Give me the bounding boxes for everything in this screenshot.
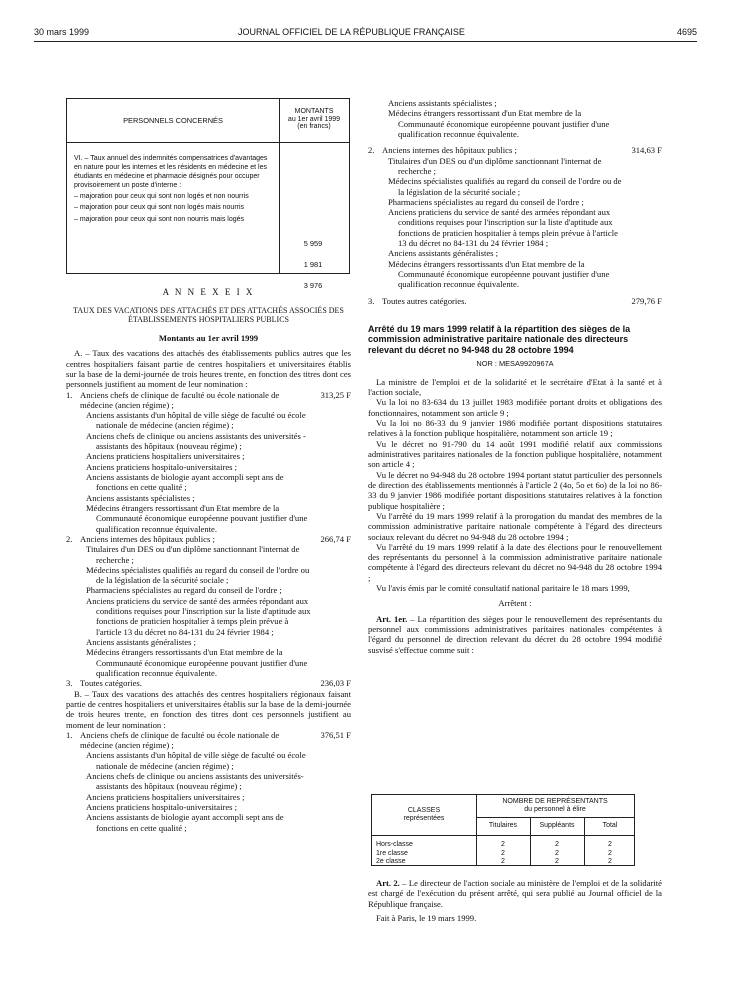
col-header-line: du personnel à élire <box>524 805 586 813</box>
sub-item: Anciens praticiens hospitalo-universitaires ; <box>86 461 238 472</box>
header-page-number: 4695 <box>676 27 697 37</box>
representatives-table <box>371 794 635 866</box>
nor-reference: NOR : MESA9920967A <box>476 358 554 368</box>
sub-item: Anciens assistants d'un hôpital de ville siège de faculté ou école nationale de médecine (ancien régime) ; <box>86 750 306 771</box>
article-2-block <box>368 878 662 923</box>
table-row: – majoration pour ceux qui sont non logés mais nourris <box>74 204 245 212</box>
sub-item: Anciens praticiens du service de santé des armées répondant aux conditions requises pour l'inscription sur la liste d'aptitude aux fonctions de praticien hospitalier à temps plein prévue à l'article 13 du décret no 84-131 du 24 février 1984 ; <box>388 207 618 249</box>
article-1 <box>368 614 662 655</box>
cell-total: 2 <box>608 841 612 848</box>
item-number: 3. <box>66 678 73 689</box>
annexe-montants: Montants au 1er avril 1999 <box>158 332 259 343</box>
col-header-line: NOMBRE DE REPRÉSENTANTS <box>502 798 608 805</box>
item-amount: 279,76 F <box>631 295 662 306</box>
annexe-title: A N N E X E I X <box>162 287 255 297</box>
table-value: 1 981 <box>303 260 323 269</box>
cell-total: 2 <box>608 850 612 857</box>
item-number: 1. <box>66 729 73 740</box>
sub-item: Anciens praticiens hospitaliers universitaires ; <box>86 791 245 802</box>
sub-item: Anciens praticiens hospitaliers universitaires ; <box>86 451 245 462</box>
indemnities-table <box>66 98 350 290</box>
table-row: – majoration pour ceux qui sont non nourris mais logés <box>74 215 245 223</box>
table-divider <box>476 817 634 818</box>
list-item <box>66 678 351 688</box>
table-divider <box>372 835 634 836</box>
arrete-body <box>368 377 662 655</box>
left-column <box>66 287 351 833</box>
col-header-suppleants: Suppléants <box>539 822 575 829</box>
cell-titulaires: 2 <box>501 858 505 865</box>
col-header-line: CLASSES <box>407 807 441 814</box>
sub-item: Médecins étrangers ressortissants d'un Etat membre de la Communauté économique européenne pouvant justifier d'une qualification reconnue équivalente. <box>86 647 308 678</box>
section-a-intro: A. – Taux des vacations des attachés des établissements publics autres que les centres hospitaliers faisant partie de centres hospitaliers et universitaires établis sur la base de la demi-journée de trois heures trente, en fonction des titres dont ces personnels justifient au moment de leur nomination : <box>66 348 351 390</box>
cell-suppleants: 2 <box>555 841 559 848</box>
col-header-line: (en francs) <box>297 123 331 131</box>
right-column <box>368 98 662 655</box>
section-b-intro: B. – Taux des vacations des attachés des centres hospitaliers régionaux faisant partie de centres hospitaliers et universitaires établis sur la base de la demi-journée de trois heures trente, en fonction des titres dont ces personnels justifient au moment de leur nomination : <box>66 688 351 730</box>
cell-suppleants: 2 <box>555 850 559 857</box>
row-classe: 1re classe <box>376 850 408 857</box>
paragraph: Vu la loi no 83-634 du 13 juillet 1983 modifiée portant droits et obligations des fonctionnaires, notamment son article 9 ; <box>368 397 662 418</box>
header-date: 30 mars 1999 <box>34 27 90 37</box>
col-header-personnels: PERSONNELS CONCERNÉS <box>123 116 223 125</box>
col-header-titulaires: Titulaires <box>488 822 518 829</box>
article-2 <box>368 878 662 909</box>
col-header-classes <box>372 807 476 822</box>
sub-item: Anciens assistants d'un hôpital de ville siège de faculté ou école nationale de médecine (ancien régime) ; <box>86 410 306 431</box>
col-header-group <box>476 798 634 813</box>
sub-item: Anciens assistants généralistes ; <box>388 248 499 259</box>
item-text: Anciens internes des hôpitaux publics ; <box>382 145 517 156</box>
table-row: VI. – Taux annuel des indemnités compensatrices d'avantages en nature pour les internes et les résidents en médecine et les étudiants en médecine et pharmacie désignés pour occuper provisoirement un poste d'interne : <box>74 155 268 190</box>
fait-a-paris: Fait à Paris, le 19 mars 1999. <box>376 912 477 923</box>
paragraph: Vu le décret no 91-790 du 14 août 1991 modifié relatif aux commissions administratives paritaires nationales de la fonction publique hospitalière, notamment son article 4 ; <box>368 438 662 470</box>
col-header-line: MONTANTS <box>294 108 334 115</box>
sub-item: Médecins spécialistes qualifiés au regard du conseil de l'ordre ou de la législation de la sécurité sociale ; <box>388 176 622 197</box>
article-text: – Le directeur de l'action sociale au ministère de l'emploi et de la solidarité est chargé de l'exécution du présent arrêté, qui sera publié au Journal officiel de la République française. <box>368 878 662 909</box>
cell-titulaires: 2 <box>501 841 505 848</box>
paragraph: Vu l'arrêté du 19 mars 1999 relatif à la date des élections pour le renouvellement des représentants du personnel à la commission administrative paritaire nationale compétente à l'égard des directeurs relevant du décret no 94-948 du 28 octobre 1994 ; <box>368 541 662 583</box>
item-text: Toutes catégories. <box>80 678 142 689</box>
annexe-subtitle: TAUX DES VACATIONS DES ATTACHÉS ET DES ATTACHÉS ASSOCIÉS DES ÉTABLISSEMENTS HOSPITALIERS PUBLICS <box>73 305 344 325</box>
col-header-line: au 1er avril 1999 <box>287 115 341 123</box>
sub-item: Anciens chefs de clinique ou anciens assistants des universités - assistants des hôpitaux (nouveau régime) ; <box>86 430 306 452</box>
list-item <box>368 145 662 155</box>
col-header-total: Total <box>602 822 618 829</box>
sub-item: Pharmaciens spécialistes au regard du conseil de l'ordre ; <box>388 196 584 207</box>
sub-item: Titulaires d'un DES ou d'un diplôme sanctionnant l'internat de recherche ; <box>86 544 300 565</box>
table-value: 5 959 <box>303 239 323 248</box>
paragraph: Vu la loi no 86-33 du 9 janvier 1986 modifiée portant dispositions statutaires relatives à la fonction publique hospitalière, notamment son article 19 ; <box>368 418 662 439</box>
arretent-label: Arrêtent : <box>498 598 532 609</box>
col-header-montants <box>279 108 349 131</box>
cell-suppleants: 2 <box>555 858 559 865</box>
sub-item: Anciens assistants spécialistes ; <box>86 492 195 503</box>
list-item <box>368 296 662 306</box>
col-header-line: représentées <box>403 814 445 822</box>
page-header <box>34 26 697 42</box>
item-number: 3. <box>368 295 375 306</box>
item-text: Toutes autres catégories. <box>382 295 467 306</box>
item-number: 2. <box>368 145 375 156</box>
item-amount: 314,63 F <box>631 145 662 156</box>
table-row: – majoration pour ceux qui sont non logés et non nourris <box>74 193 249 201</box>
table-value: 3 976 <box>303 281 323 290</box>
sub-item: Anciens praticiens du service de santé des armées répondant aux conditions requises pour l'inscription sur la liste d'aptitude aux fonctions de praticien hospitalier à temps plein prévue à l'article 13 du décret no 84-131 du 24 février 1984 ; <box>86 595 311 637</box>
sub-item: Médecins étrangers ressortissant d'un Etat membre de la Communauté économique européenne pouvant justifier d'une qualification reconnue équivalente. <box>86 502 308 534</box>
sub-item: Médecins spécialistes qualifiés au regard du conseil de l'ordre ou de la législation de la sécurité sociale ; <box>86 564 310 586</box>
item-text: Anciens internes des hôpitaux publics ; <box>80 533 215 544</box>
cell-titulaires: 2 <box>501 850 505 857</box>
article-label: Art. 2. <box>376 878 400 888</box>
sub-item: Anciens praticiens hospitalo-universitaires ; <box>86 802 238 813</box>
sub-item: Anciens assistants spécialistes ; <box>388 98 497 108</box>
paragraph: La ministre de l'emploi et de la solidarité et le secrétaire d'Etat à la santé et à l'action sociale, <box>368 376 662 398</box>
sub-item: Pharmaciens spécialistes au regard du conseil de l'ordre ; <box>86 585 282 596</box>
list-item <box>66 534 351 544</box>
sub-item: Anciens chefs de clinique ou anciens assistants des universités-assistants des hôpitaux (nouveau régime) ; <box>86 771 304 792</box>
header-journal-title: JOURNAL OFFICIEL DE LA RÉPUBLIQUE FRANÇAISE <box>238 27 465 37</box>
list-item <box>66 730 351 751</box>
item-text: Anciens chefs de clinique de faculté ou école nationale de médecine (ancien régime) ; <box>80 389 280 410</box>
arrete-title: Arrêté du 19 mars 1999 relatif à la répartition des sièges de la commission administrative paritaire nationale des directeurs relevant du décret no 94-948 du 28 octobre 1994 <box>368 323 631 355</box>
sub-item: Anciens assistants de biologie ayant accompli sept ans de fonctions en cette qualité ; <box>86 812 284 833</box>
sub-item: Anciens assistants de biologie ayant accompli sept ans de fonctions en cette qualité ; <box>86 472 284 493</box>
sub-item: Titulaires d'un DES ou d'un diplôme sanctionnant l'internat de recherche ; <box>388 155 602 176</box>
item-text: Anciens chefs de clinique de faculté ou école nationale de médecine (ancien régime) ; <box>80 729 280 751</box>
row-classe: Hors-classe <box>376 841 413 848</box>
sub-item: Médecins étrangers ressortissant d'un Etat membre de la Communauté économique européenne pouvant justifier d'une qualification reconnue équivalente. <box>388 108 610 139</box>
list-item <box>66 390 351 411</box>
item-amount: 236,03 F <box>320 678 351 689</box>
paragraph: Vu le décret no 94-948 du 28 octobre 1994 portant statut particulier des personnels de direction des établissements mentionnés à l'article 2 (4o, 5o et 6o) de la loi no 86-33 du 9 janvier 1986 modifiée portant dispositions statutaires relatives à la fonction publique hospitalière ; <box>368 469 662 511</box>
item-amount: 266,74 F <box>320 533 351 544</box>
table-body <box>74 154 274 224</box>
item-number: 2. <box>66 533 73 544</box>
sub-item: Anciens assistants généralistes ; <box>86 637 197 648</box>
sub-item: Médecins étrangers ressortissants d'un Etat membre de la Communauté économique européenne pouvant justifier d'une qualification reconnue équivalente. <box>388 258 610 290</box>
item-amount: 313,25 F <box>320 389 351 400</box>
row-classe: 2e classe <box>376 858 406 865</box>
paragraph: Vu l'avis émis par le comité consultatif national paritaire le 18 mars 1999, <box>376 583 630 594</box>
article-text: – La répartition des sièges pour le renouvellement des représentants du personnel aux commissions administratives paritaires nationales compétentes à l'égard du personnel de direction relevant du décret du 28 octobre 1994 modifié susvisé s'effectue comme suit : <box>368 613 662 655</box>
article-label: Art. 1er. <box>376 613 408 624</box>
item-amount: 376,51 F <box>320 729 351 740</box>
item-number: 1. <box>66 389 73 400</box>
paragraph: Vu l'arrêté du 19 mars 1999 relatif à la prorogation du mandat des membres de la commission administrative paritaire nationale compétente à l'égard des directeurs sociaux relevant du décret no 94-948 du 28 octobre 1994 ; <box>368 510 662 542</box>
cell-total: 2 <box>608 858 612 865</box>
